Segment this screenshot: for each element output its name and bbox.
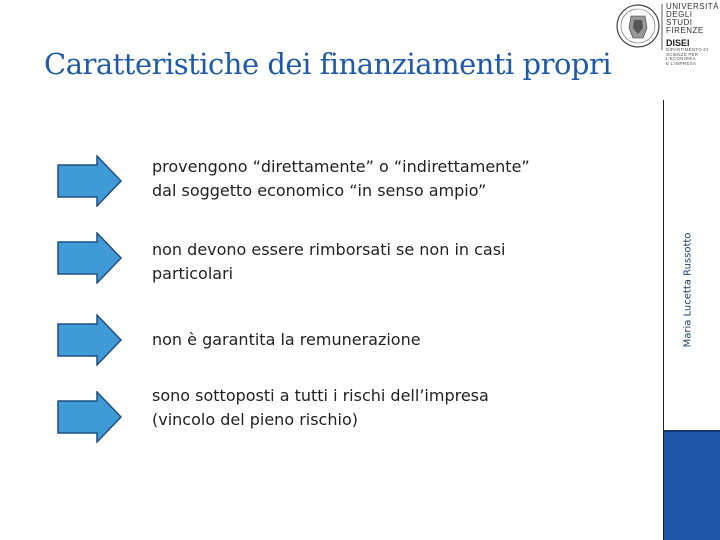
list-item-line2: particolari	[152, 264, 234, 283]
list-item-line2: (vincolo del pieno rischio)	[152, 410, 358, 429]
author-name: Maria Lucetta Russotto	[682, 232, 694, 348]
list-item	[152, 384, 489, 432]
list-item-line1: sono sottoposti a tutti i rischi dell’impresa	[152, 386, 489, 405]
slide-title: Caratteristiche dei finanziamenti propri	[44, 47, 612, 81]
logo-university-line3: FIRENZE	[666, 26, 704, 35]
logo-department-sub3: E L'IMPRESA	[666, 60, 697, 66]
list-item-line1: provengono “direttamente” o “indirettamente”	[152, 157, 530, 176]
list-item	[152, 328, 421, 352]
logo-text	[666, 3, 720, 66]
logo-department-sub1: DIPARTIMENTO DI	[666, 47, 709, 52]
arrow-right-icon	[57, 391, 123, 443]
arrow-right-icon	[57, 232, 123, 284]
arrow-right-icon	[57, 155, 123, 207]
list-item	[152, 238, 506, 286]
arrow-right-icon	[57, 314, 123, 366]
list-item-line1: non è garantita la remunerazione	[152, 330, 421, 349]
list-item-line2: dal soggetto economico “in senso ampio”	[152, 181, 487, 200]
logo-university-line1: UNIVERSITÀ	[666, 2, 720, 11]
logo-department: DISEI	[666, 38, 690, 48]
sidebar-color-block	[664, 432, 720, 540]
list-item	[152, 155, 530, 203]
list-item-line1: non devono essere rimborsati se non in casi	[152, 240, 506, 259]
logo-department-sub2: SCIENZE PER L'ECONOMIA	[666, 51, 699, 61]
logo-university-line2: DEGLI STUDI	[666, 10, 693, 27]
